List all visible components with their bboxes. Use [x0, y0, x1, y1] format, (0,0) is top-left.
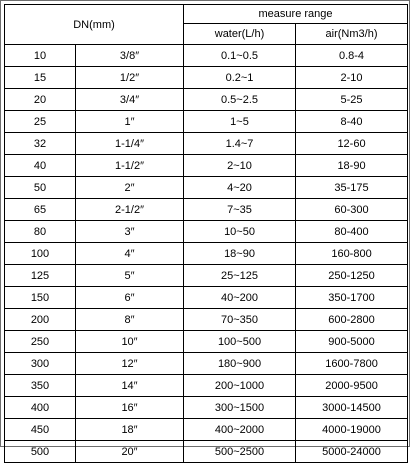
- dn-inch-cell: 5″: [76, 265, 184, 287]
- table-row: [5, 133, 408, 155]
- water-range-cell: 2~10: [184, 155, 296, 177]
- dn-inch-cell: 1/2″: [76, 67, 184, 89]
- dn-inch-cell: 3/4″: [76, 89, 184, 111]
- dn-mm-cell: 350: [5, 375, 76, 397]
- table-row: [5, 397, 408, 419]
- water-range-cell: 1.4~7: [184, 133, 296, 155]
- table-body: [5, 45, 408, 463]
- water-range-cell: 10~50: [184, 221, 296, 243]
- air-range-cell: 12-60: [296, 133, 408, 155]
- dn-inch-cell: 1-1/4″: [76, 133, 184, 155]
- dn-mm-cell: 25: [5, 111, 76, 133]
- dn-inch-cell: 1″: [76, 111, 184, 133]
- water-range-cell: 0.2~1: [184, 67, 296, 89]
- dn-mm-cell: 150: [5, 287, 76, 309]
- water-range-cell: 0.1~0.5: [184, 45, 296, 67]
- measure-range-table: [4, 4, 408, 463]
- table-row: [5, 419, 408, 441]
- water-range-cell: 18~90: [184, 243, 296, 265]
- dn-mm-cell: 250: [5, 331, 76, 353]
- dn-mm-cell: 15: [5, 67, 76, 89]
- water-range-cell: 7~35: [184, 199, 296, 221]
- water-range-cell: 25~125: [184, 265, 296, 287]
- dn-mm-cell: 300: [5, 353, 76, 375]
- dn-inch-cell: 18″: [76, 419, 184, 441]
- dn-mm-cell: 20: [5, 89, 76, 111]
- air-range-cell: 1600-7800: [296, 353, 408, 375]
- water-range-cell: 200~1000: [184, 375, 296, 397]
- dn-inch-cell: 3″: [76, 221, 184, 243]
- measure-range-header: measure range: [184, 5, 408, 24]
- water-header: water(L/h): [184, 24, 296, 45]
- dn-inch-cell: 2-1/2″: [76, 199, 184, 221]
- water-range-cell: 400~2000: [184, 419, 296, 441]
- dn-inch-cell: 16″: [76, 397, 184, 419]
- dn-inch-cell: 4″: [76, 243, 184, 265]
- dn-inch-cell: 3/8″: [76, 45, 184, 67]
- table-row: [5, 67, 408, 89]
- water-range-cell: 180~900: [184, 353, 296, 375]
- header-row-1: [5, 5, 408, 24]
- table-row: [5, 199, 408, 221]
- air-range-cell: 8-40: [296, 111, 408, 133]
- dn-mm-cell: 65: [5, 199, 76, 221]
- table-row: [5, 287, 408, 309]
- table-row: [5, 265, 408, 287]
- dn-inch-cell: 10″: [76, 331, 184, 353]
- air-range-cell: 2000-9500: [296, 375, 408, 397]
- dn-mm-cell: 32: [5, 133, 76, 155]
- air-range-cell: 35-175: [296, 177, 408, 199]
- air-range-cell: 250-1250: [296, 265, 408, 287]
- air-range-cell: 18-90: [296, 155, 408, 177]
- water-range-cell: 4~20: [184, 177, 296, 199]
- air-header: air(Nm3/h): [296, 24, 408, 45]
- water-range-cell: 100~500: [184, 331, 296, 353]
- air-range-cell: 5-25: [296, 89, 408, 111]
- table-row: [5, 45, 408, 67]
- dn-inch-cell: 12″: [76, 353, 184, 375]
- dn-mm-cell: 400: [5, 397, 76, 419]
- dn-mm-cell: 10: [5, 45, 76, 67]
- table-row: [5, 155, 408, 177]
- air-range-cell: 60-300: [296, 199, 408, 221]
- table-row: [5, 243, 408, 265]
- water-range-cell: 70~350: [184, 309, 296, 331]
- air-range-cell: 600-2800: [296, 309, 408, 331]
- table-row: [5, 375, 408, 397]
- air-range-cell: 900-5000: [296, 331, 408, 353]
- table-row: [5, 441, 408, 463]
- dn-inch-cell: 2″: [76, 177, 184, 199]
- air-range-cell: 350-1700: [296, 287, 408, 309]
- dn-mm-cell: 450: [5, 419, 76, 441]
- table-row: [5, 221, 408, 243]
- table-row: [5, 89, 408, 111]
- air-range-cell: 5000-24000: [296, 441, 408, 463]
- water-range-cell: 500~2500: [184, 441, 296, 463]
- dn-mm-cell: 125: [5, 265, 76, 287]
- dn-mm-cell: 80: [5, 221, 76, 243]
- table-row: [5, 331, 408, 353]
- water-range-cell: 40~200: [184, 287, 296, 309]
- table-row: [5, 353, 408, 375]
- water-range-cell: 300~1500: [184, 397, 296, 419]
- dn-inch-cell: 8″: [76, 309, 184, 331]
- dn-mm-cell: 40: [5, 155, 76, 177]
- dn-mm-cell: 500: [5, 441, 76, 463]
- air-range-cell: 3000-14500: [296, 397, 408, 419]
- air-range-cell: 80-400: [296, 221, 408, 243]
- water-range-cell: 0.5~2.5: [184, 89, 296, 111]
- dn-inch-cell: 1-1/2″: [76, 155, 184, 177]
- air-range-cell: 4000-19000: [296, 419, 408, 441]
- dn-inch-cell: 14″: [76, 375, 184, 397]
- dn-header: DN(mm): [5, 5, 184, 45]
- air-range-cell: 0.8-4: [296, 45, 408, 67]
- dn-mm-cell: 50: [5, 177, 76, 199]
- dn-mm-cell: 100: [5, 243, 76, 265]
- water-range-cell: 1~5: [184, 111, 296, 133]
- air-range-cell: 2-10: [296, 67, 408, 89]
- table-row: [5, 111, 408, 133]
- air-range-cell: 160-800: [296, 243, 408, 265]
- table-row: [5, 177, 408, 199]
- dn-inch-cell: 20″: [76, 441, 184, 463]
- table-row: [5, 309, 408, 331]
- dn-inch-cell: 6″: [76, 287, 184, 309]
- dn-mm-cell: 200: [5, 309, 76, 331]
